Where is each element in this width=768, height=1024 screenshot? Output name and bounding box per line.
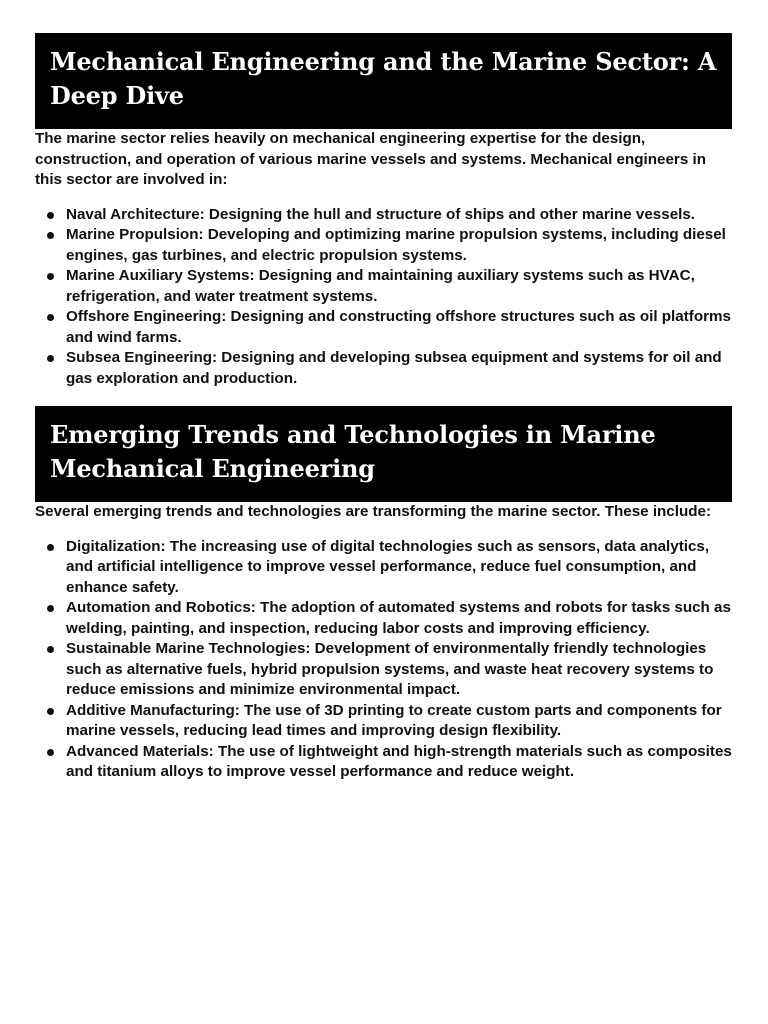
list-item-text: Sustainable Marine Technologies: Development of environmentally friendly technologies such as alternative fuels, hybrid propulsion systems, and waste heat recovery systems to reduce emissions and minimize environmental impact. bbox=[66, 640, 714, 698]
list-item bbox=[35, 537, 732, 599]
list-item bbox=[35, 701, 732, 742]
section-1-banner bbox=[35, 33, 732, 129]
list-item-text: Marine Auxiliary Systems: Designing and maintaining auxiliary systems such as HVAC, refrigeration, and water treatment systems. bbox=[66, 267, 695, 305]
bullet-icon bbox=[47, 314, 54, 321]
section-1-list bbox=[35, 205, 732, 390]
bullet-icon bbox=[47, 212, 54, 219]
section-divider-space bbox=[35, 389, 732, 406]
list-item-text: Advanced Materials: The use of lightweight and high-strength materials such as composites and titanium alloys to improve vessel performance and reduce weight. bbox=[66, 742, 732, 780]
section-2-intro: Several emerging trends and technologies are transforming the marine sector. These include: bbox=[35, 503, 712, 520]
section-2-list bbox=[35, 537, 732, 783]
list-item bbox=[35, 307, 732, 348]
list-item-text: Marine Propulsion: Developing and optimizing marine propulsion systems, including diesel engines, gas turbines, and electric propulsion systems. bbox=[66, 226, 726, 264]
list-item-text: Automation and Robotics: The adoption of automated systems and robots for tasks such as welding, painting, and inspection, reducing labor costs and improving efficiency. bbox=[66, 599, 731, 637]
list-item bbox=[35, 205, 732, 226]
bullet-icon bbox=[47, 232, 54, 239]
list-item bbox=[35, 742, 732, 783]
list-item bbox=[35, 348, 732, 389]
list-item bbox=[35, 639, 732, 701]
bullet-icon bbox=[47, 273, 54, 280]
list-item-text: Additive Manufacturing: The use of 3D printing to create custom parts and components for marine vessels, reducing lead times and improving design flexibility. bbox=[66, 701, 722, 739]
section-2-title: Emerging Trends and Technologies in Marine Mechanical Engineering bbox=[50, 420, 656, 483]
list-item bbox=[35, 598, 732, 639]
list-item-text: Digitalization: The increasing use of digital technologies such as sensors, data analytics, and artificial intelligence to improve vessel performance, reduce fuel consumption, and enhance safety. bbox=[66, 537, 710, 596]
list-item-text: Offshore Engineering: Designing and constructing offshore structures such as oil platforms and wind farms. bbox=[66, 308, 731, 346]
bullet-icon bbox=[47, 605, 54, 612]
list-item bbox=[35, 266, 732, 307]
bullet-icon bbox=[47, 708, 54, 715]
section-2-banner bbox=[35, 406, 732, 502]
document-page bbox=[35, 33, 732, 783]
bullet-icon bbox=[47, 646, 54, 653]
section-1-title: Mechanical Engineering and the Marine Sector: A Deep Dive bbox=[50, 47, 717, 110]
list-item-text: Naval Architecture: Designing the hull and structure of ships and other marine vessels. bbox=[66, 205, 696, 223]
bullet-icon bbox=[47, 355, 54, 362]
list-item-text: Subsea Engineering: Designing and developing subsea equipment and systems for oil and gas exploration and production. bbox=[66, 349, 722, 387]
section-1-intro: The marine sector relies heavily on mechanical engineering expertise for the design, construction, and operation of various marine vessels and systems. Mechanical engineers in this sector are involved in: bbox=[35, 130, 706, 188]
bullet-icon bbox=[47, 749, 54, 756]
list-item bbox=[35, 225, 732, 266]
bullet-icon bbox=[47, 544, 54, 551]
